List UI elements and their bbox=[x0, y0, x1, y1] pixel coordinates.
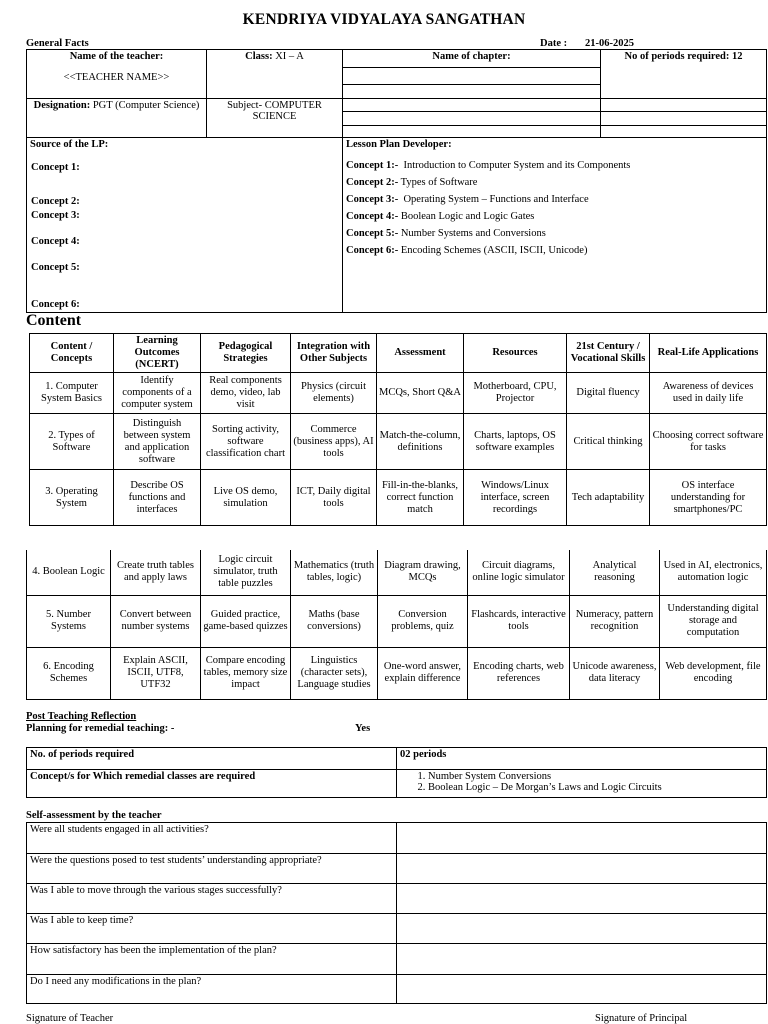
self-assessment-heading: Self-assessment by the teacher bbox=[26, 810, 162, 821]
table-cell: Motherboard, CPU, Projector bbox=[464, 373, 567, 414]
table-cell: Circuit diagrams, online logic simulator bbox=[468, 550, 570, 595]
table-cell: Create truth tables and apply laws bbox=[111, 550, 201, 595]
post-teaching-reflection-heading: Post Teaching Reflection bbox=[26, 711, 137, 722]
table-cell: Physics (circuit elements) bbox=[291, 373, 377, 414]
answer-cell bbox=[397, 975, 767, 1004]
left-concept-1: Concept 1: bbox=[31, 162, 80, 173]
table-row bbox=[27, 884, 767, 914]
question-cell: Were the questions posed to test students’ understanding appropriate? bbox=[27, 854, 397, 884]
table-cell: Real components demo, video, lab visit bbox=[201, 373, 291, 414]
right-concept-4: Concept 4:- Boolean Logic and Logic Gates bbox=[346, 211, 535, 222]
question-cell: Was I able to move through the various stages successfully? bbox=[27, 884, 397, 914]
table-cell: Understanding digital storage and computation bbox=[660, 595, 767, 647]
question-cell: Were all students engaged in all activities? bbox=[27, 823, 397, 854]
table-cell: Analytical reasoning bbox=[570, 550, 660, 595]
list-item: 2. Boolean Logic – De Morgan’s Laws and Logic Circuits bbox=[428, 782, 763, 793]
remedial-concepts-list-cell bbox=[397, 770, 767, 798]
left-concept-2: Concept 2: bbox=[31, 196, 80, 207]
answer-cell bbox=[397, 914, 767, 944]
col-header-applications: Real-Life Applications bbox=[650, 334, 767, 373]
table-cell: Live OS demo, simulation bbox=[201, 470, 291, 526]
table-row bbox=[27, 854, 767, 884]
table-cell: Numeracy, pattern recognition bbox=[570, 595, 660, 647]
left-concept-3: Concept 3: bbox=[31, 210, 80, 221]
date-label: Date : bbox=[540, 38, 568, 49]
table-cell: Tech adaptability bbox=[567, 470, 650, 526]
table-cell: Compare encoding tables, memory size impact bbox=[201, 647, 291, 699]
table-row bbox=[27, 823, 767, 854]
table-cell: Encoding charts, web references bbox=[468, 647, 570, 699]
periods-required-cell: No of periods required: 12 bbox=[601, 50, 767, 99]
periods-extra-cell bbox=[601, 99, 767, 138]
source-label: Source of the LP: bbox=[30, 139, 109, 150]
remedial-periods-label: No. of periods required bbox=[27, 748, 397, 770]
remedial-concepts-list bbox=[400, 771, 763, 793]
list-item: 1. Number System Conversions bbox=[428, 771, 763, 782]
date-value: 21-06-2025 bbox=[585, 38, 634, 49]
table-row bbox=[27, 550, 767, 595]
table-cell: 3. Operating System bbox=[30, 470, 114, 526]
table-cell: Match-the-column, definitions bbox=[377, 414, 464, 470]
table-cell: 4. Boolean Logic bbox=[27, 550, 111, 595]
table-cell: Linguistics (character sets), Language studies bbox=[291, 647, 378, 699]
content-table-top bbox=[29, 333, 767, 526]
table-cell: Digital fluency bbox=[567, 373, 650, 414]
table-cell: Awareness of devices used in daily life bbox=[650, 373, 767, 414]
content-header-row bbox=[30, 334, 767, 373]
remedial-planning-value: Yes bbox=[355, 723, 371, 734]
answer-cell bbox=[397, 944, 767, 975]
table-cell: Identify components of a computer system bbox=[114, 373, 201, 414]
table-row bbox=[30, 414, 767, 470]
question-cell: How satisfactory has been the implementation of the plan? bbox=[27, 944, 397, 975]
table-cell: Diagram drawing, MCQs bbox=[378, 550, 468, 595]
table-row bbox=[27, 975, 767, 1004]
table-cell: Describe OS functions and interfaces bbox=[114, 470, 201, 526]
answer-cell bbox=[397, 823, 767, 854]
teacher-signature-label: Signature of Teacher bbox=[26, 1013, 114, 1024]
class-cell bbox=[207, 50, 343, 99]
right-concept-1: Concept 1:- Introduction to Computer System and its Components bbox=[346, 160, 631, 171]
table-cell: Used in AI, electronics, automation logic bbox=[660, 550, 767, 595]
remedial-planning-label: Planning for remedial teaching: - bbox=[26, 723, 175, 734]
table-cell: Commerce (business apps), AI tools bbox=[291, 414, 377, 470]
table-row bbox=[27, 647, 767, 699]
chapter-cell bbox=[343, 50, 601, 99]
right-concept-5: Concept 5:- Number Systems and Conversions bbox=[346, 228, 546, 239]
left-concept-6: Concept 6: bbox=[31, 299, 80, 310]
table-row bbox=[30, 373, 767, 414]
table-cell: Conversion problems, quiz bbox=[378, 595, 468, 647]
lesson-plan-developer-cell bbox=[343, 138, 767, 313]
class-label: Class: bbox=[245, 51, 273, 62]
class-value: XI – A bbox=[275, 51, 304, 62]
table-row bbox=[27, 595, 767, 647]
designation-label: Designation: bbox=[33, 100, 91, 111]
table-cell: One-word answer, explain difference bbox=[378, 647, 468, 699]
designation-value: PGT (Computer Science) bbox=[92, 100, 200, 111]
designation-cell bbox=[27, 99, 207, 138]
table-cell: OS interface understanding for smartphones/PC bbox=[650, 470, 767, 526]
table-cell: Windows/Linux interface, screen recordings bbox=[464, 470, 567, 526]
source-of-lp-cell bbox=[27, 138, 343, 313]
teacher-name-cell bbox=[27, 50, 207, 99]
table-cell: Sorting activity, software classification chart bbox=[201, 414, 291, 470]
content-heading: Content bbox=[26, 312, 82, 329]
right-concept-6: Concept 6:- Encoding Schemes (ASCII, ISCII, Unicode) bbox=[346, 245, 588, 256]
table-cell: 2. Types of Software bbox=[30, 414, 114, 470]
col-header-resources: Resources bbox=[464, 334, 567, 373]
table-cell: Distinguish between system and application software bbox=[114, 414, 201, 470]
table-cell: ICT, Daily digital tools bbox=[291, 470, 377, 526]
answer-cell bbox=[397, 884, 767, 914]
col-header-strategies: Pedagogical Strategies bbox=[201, 334, 291, 373]
question-cell: Was I able to keep time? bbox=[27, 914, 397, 944]
right-concept-3: Concept 3:- Operating System – Functions and Interface bbox=[346, 194, 589, 205]
left-concept-4: Concept 4: bbox=[31, 236, 80, 247]
self-assessment-table bbox=[26, 822, 767, 1004]
table-cell: Critical thinking bbox=[567, 414, 650, 470]
table-cell: Flashcards, interactive tools bbox=[468, 595, 570, 647]
general-facts-table bbox=[26, 49, 767, 313]
table-cell: Choosing correct software for tasks bbox=[650, 414, 767, 470]
table-cell: Mathematics (truth tables, logic) bbox=[291, 550, 378, 595]
teacher-name-label: Name of the teacher: bbox=[69, 51, 164, 62]
developer-label: Lesson Plan Developer: bbox=[346, 139, 452, 150]
teacher-name-value: <<TEACHER NAME>> bbox=[63, 72, 170, 83]
general-facts-label: General Facts bbox=[26, 38, 89, 49]
table-cell: MCQs, Short Q&A bbox=[377, 373, 464, 414]
table-cell: 6. Encoding Schemes bbox=[27, 647, 111, 699]
principal-signature-label: Signature of Principal bbox=[595, 1013, 688, 1024]
table-cell: Convert between number systems bbox=[111, 595, 201, 647]
table-cell: Logic circuit simulator, truth table puzzles bbox=[201, 550, 291, 595]
table-row bbox=[30, 470, 767, 526]
right-concept-2: Concept 2:- Types of Software bbox=[346, 177, 478, 188]
question-cell: Do I need any modifications in the plan? bbox=[27, 975, 397, 1004]
answer-cell bbox=[397, 854, 767, 884]
col-header-assessment: Assessment bbox=[377, 334, 464, 373]
table-cell: 5. Number Systems bbox=[27, 595, 111, 647]
left-concept-5: Concept 5: bbox=[31, 262, 80, 273]
table-row bbox=[27, 944, 767, 975]
table-cell: Web development, file encoding bbox=[660, 647, 767, 699]
remedial-table bbox=[26, 747, 767, 798]
content-table-bottom bbox=[26, 550, 767, 700]
col-header-skills: 21st Century / Vocational Skills bbox=[567, 334, 650, 373]
document-title: KENDRIYA VIDYALAYA SANGATHAN bbox=[242, 11, 526, 28]
chapter-label: Name of chapter: bbox=[343, 50, 600, 68]
table-cell: Guided practice, game-based quizzes bbox=[201, 595, 291, 647]
col-header-concepts: Content / Concepts bbox=[30, 334, 114, 373]
table-cell: Fill-in-the-blanks, correct function match bbox=[377, 470, 464, 526]
remedial-concepts-label: Concept/s for Which remedial classes are required bbox=[27, 770, 397, 798]
table-cell: Unicode awareness, data literacy bbox=[570, 647, 660, 699]
subject-cell: Subject- COMPUTER SCIENCE bbox=[207, 99, 343, 138]
col-header-outcomes: Learning Outcomes (NCERT) bbox=[114, 334, 201, 373]
table-cell: Maths (base conversions) bbox=[291, 595, 378, 647]
chapter-blank-row bbox=[343, 68, 600, 85]
table-row bbox=[27, 914, 767, 944]
remedial-periods-value: 02 periods bbox=[397, 748, 767, 770]
table-cell: Explain ASCII, ISCII, UTF8, UTF32 bbox=[111, 647, 201, 699]
table-cell: Charts, laptops, OS software examples bbox=[464, 414, 567, 470]
table-cell: 1. Computer System Basics bbox=[30, 373, 114, 414]
col-header-integration: Integration with Other Subjects bbox=[291, 334, 377, 373]
chapter-extra-cell bbox=[343, 99, 601, 138]
